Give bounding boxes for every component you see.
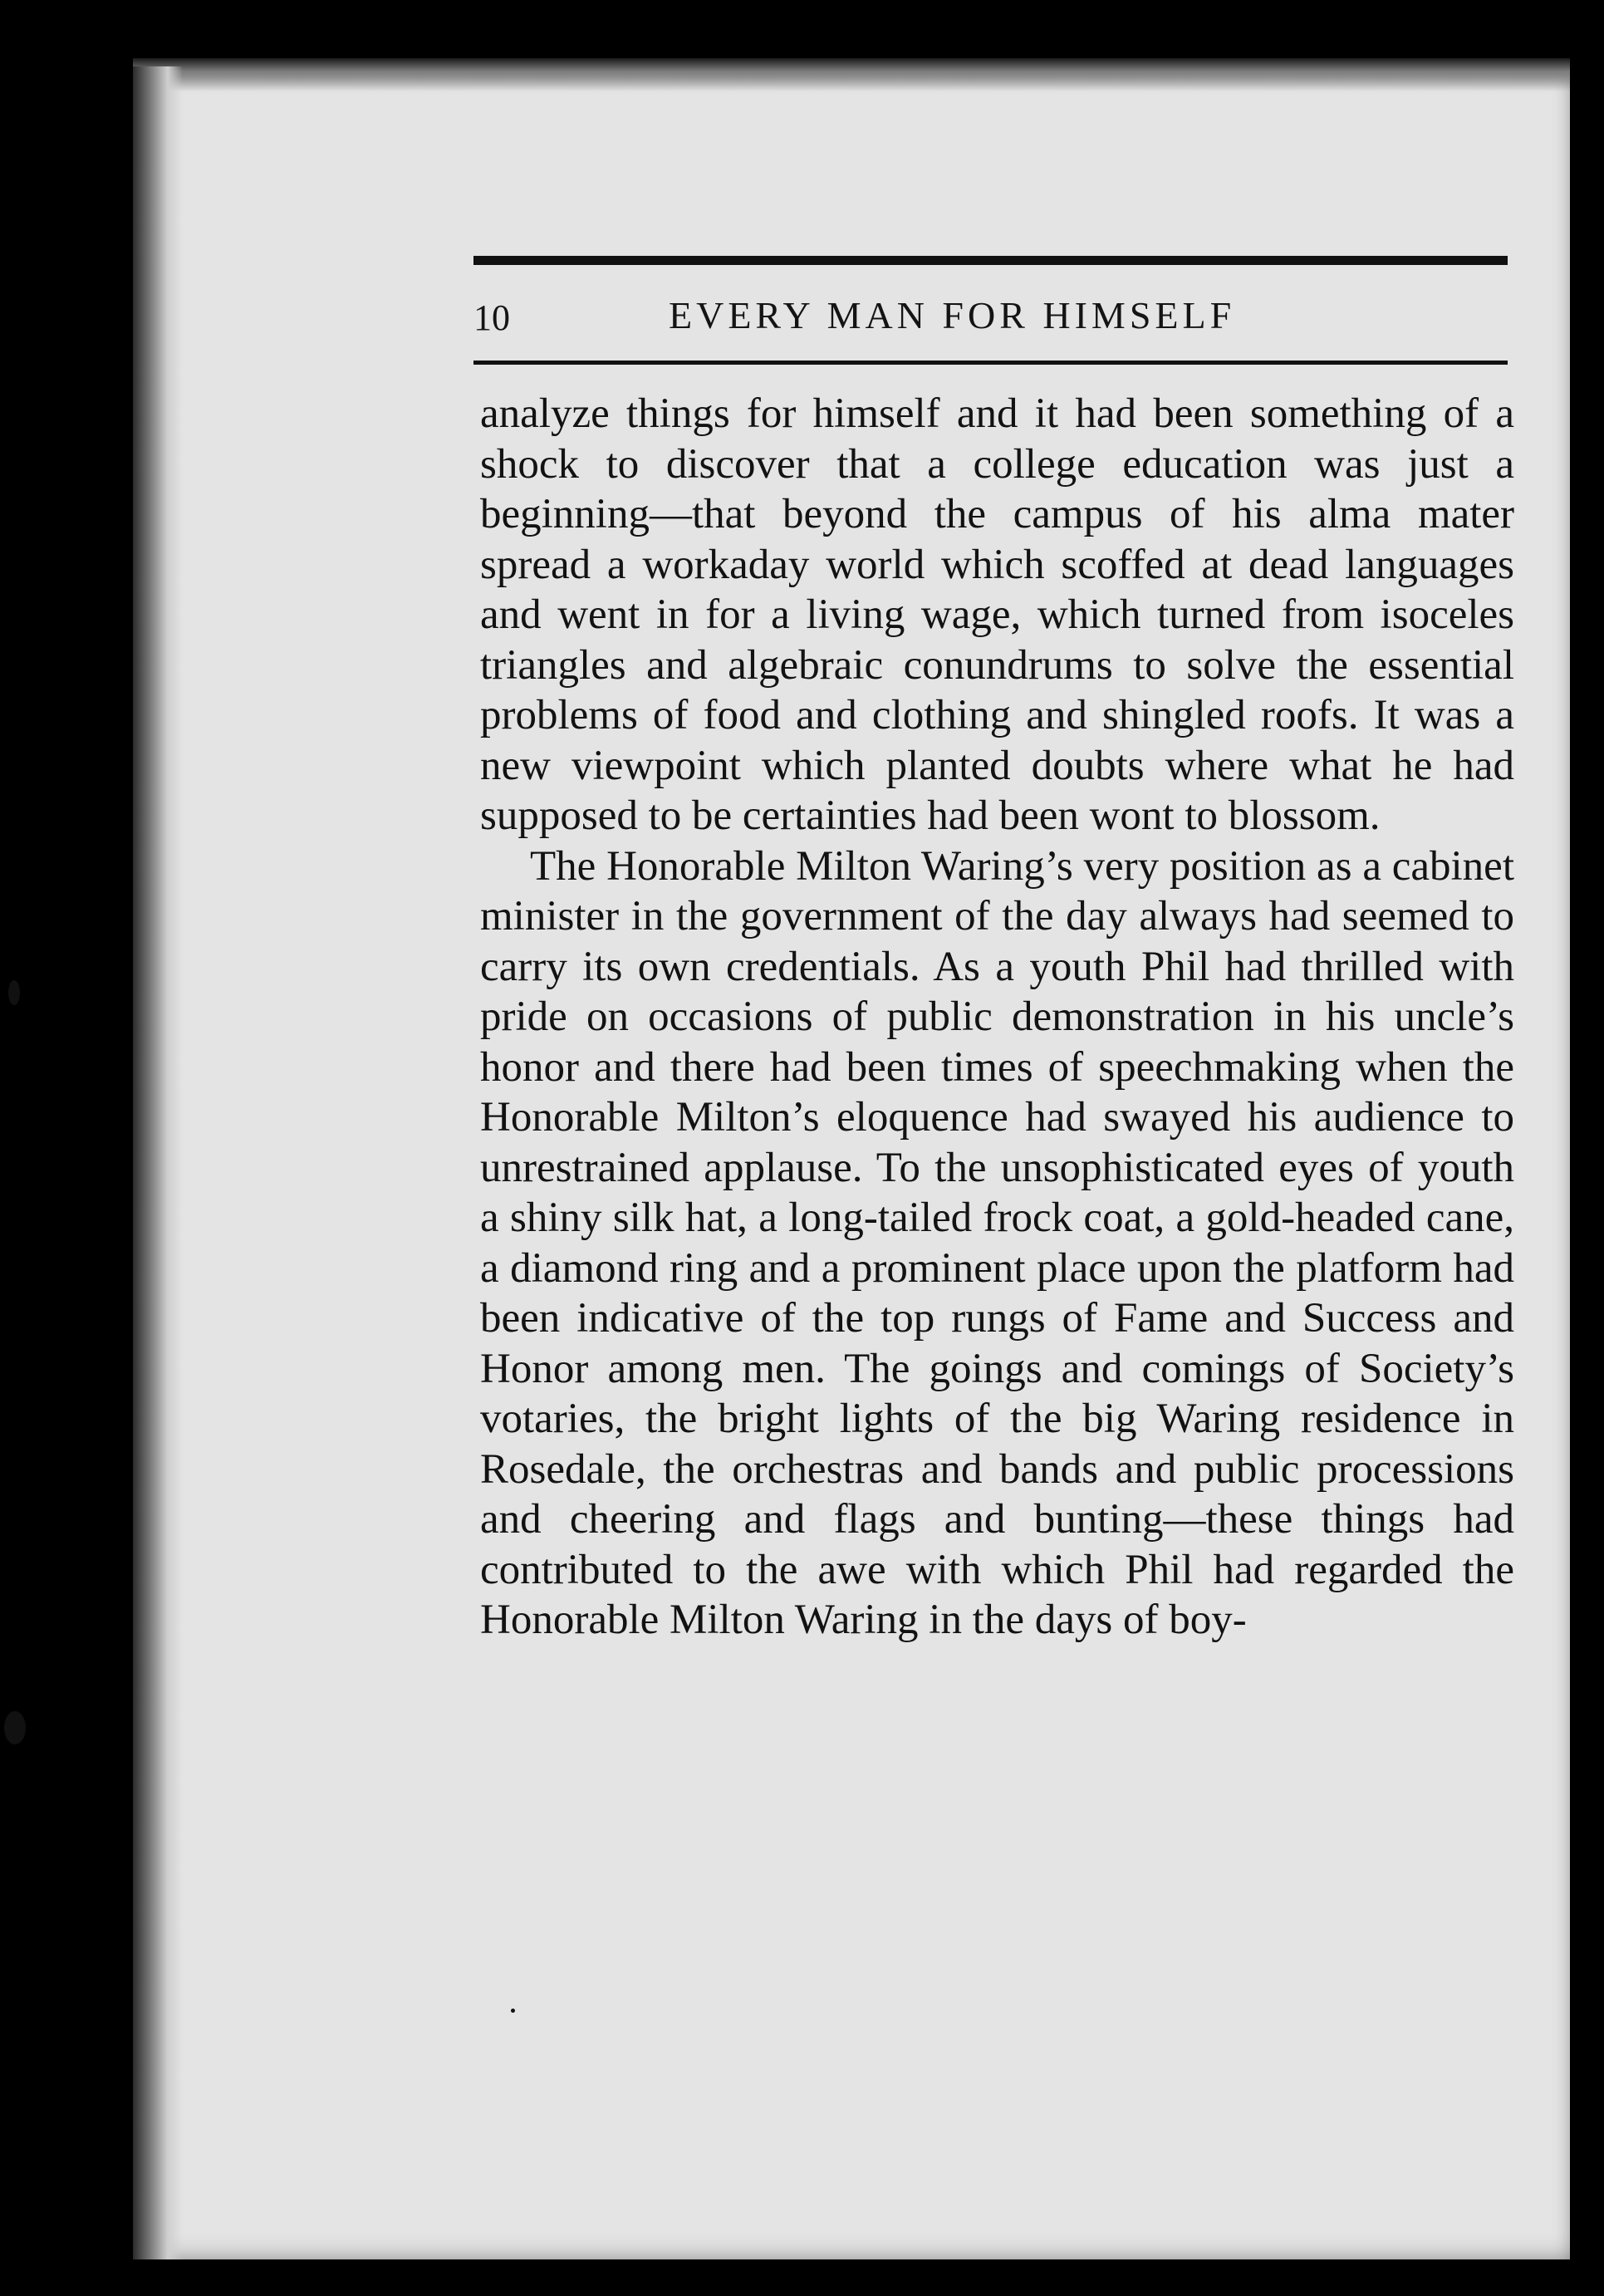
header-rule (473, 361, 1508, 365)
page-gutter-shadow (133, 66, 183, 2259)
paragraph: The Honorable Milton Waring’s very position as a cabinet minister in the government of the day always had seemed to carry its own credentials. As a youth Phil had thrilled with pride on occasions of public demonstration in his uncle’s honor and there had been times of speechmaking when the Honorable Milton’s eloquence had swayed his audience to unrestrained applause. To the unsophisticated eyes of youth a shiny silk hat, a long-tailed frock coat, a gold-headed cane, a diamond ring and a prominent place upon the platform had been indicative of the top rungs of Fame and Success and Honor among men. The goings and comings of Society’s votaries, the bright lights of the big Waring residence in Rosedale, the orchestras and bands and public processions and cheering and flags and bunting—these things had contributed to the awe with which Phil had regarded the Honorable Milton Waring in the days of boy- (480, 842, 1514, 1643)
scan-speck (511, 2009, 515, 2013)
paragraph: analyze things for himself and it had been something of a shock to discover that a college education was just a beginning—that beyond the campus of his alma mater spread a workaday world which scoffed at dead languages and went in for a living wage, which turned from isoceles triangles and algebraic conundrums to solve the essential problems of food and clothing and shingled roofs. It was a new viewpoint which planted doubts where what he had supposed to be certainties had been wont to blossom. (480, 390, 1514, 839)
scan-speck (4, 1711, 26, 1744)
page-top-shadow (133, 58, 1570, 91)
body-text (480, 389, 1514, 1646)
header-double-rule (473, 256, 1508, 265)
page-number: 10 (473, 297, 510, 338)
page-header (473, 287, 1508, 345)
running-head: EVERY MAN FOR HIMSELF (669, 294, 1236, 336)
scan-speck (8, 980, 20, 1005)
